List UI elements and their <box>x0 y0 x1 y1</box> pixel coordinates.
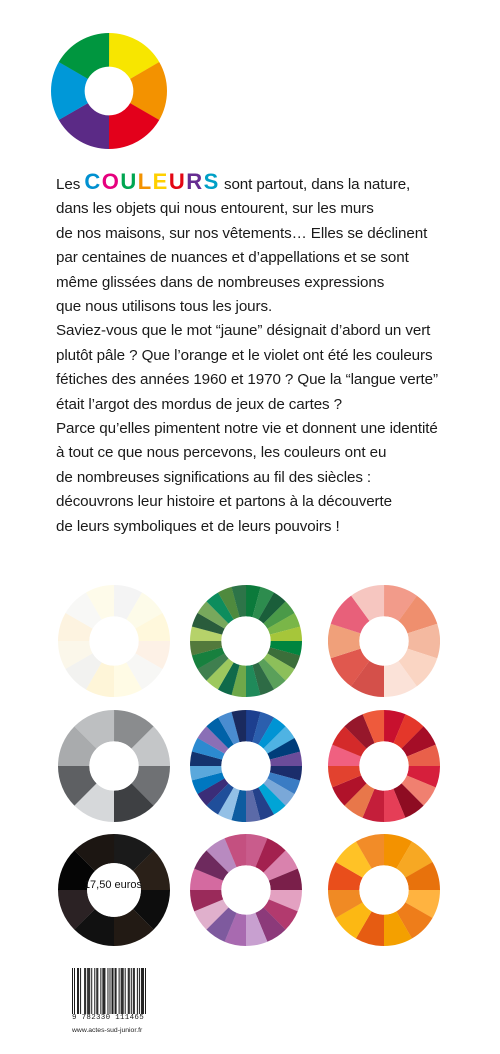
violet-wheel <box>190 834 302 946</box>
intro-text <box>56 170 476 539</box>
couleurs-letter: C <box>84 169 102 194</box>
intro-line: Saviez-vous que le mot “jaune” désignait d’abord un vert <box>56 322 431 340</box>
barcode-bar <box>131 968 132 1014</box>
publisher-website: www.actes-sud-junior.fr <box>72 1027 143 1034</box>
barcode-bar <box>107 968 108 1014</box>
couleurs-letter: R <box>186 169 204 194</box>
red-wheel <box>328 710 440 822</box>
barcode-bar <box>103 968 104 1014</box>
pink-wheel <box>328 585 440 697</box>
couleurs-letter: U <box>168 169 187 194</box>
barcode-bar <box>87 968 88 1014</box>
barcode-bar <box>88 968 89 1014</box>
intro-line: était l’argot des mordus de jeux de cartes ? <box>56 395 343 413</box>
intro-line: dans les objets qui nous entourent, sur les murs <box>56 200 374 218</box>
barcode-bar <box>116 968 117 1014</box>
barcode-bar <box>115 968 116 1014</box>
green-wheel <box>190 585 302 697</box>
blue-wheel <box>190 710 302 822</box>
barcode-bar <box>77 968 78 1014</box>
barcode-bar <box>102 968 103 1014</box>
barcode-bar <box>89 968 90 1014</box>
barcode-bar <box>100 968 101 1014</box>
barcode-bar <box>128 968 129 1014</box>
barcode-bar <box>104 968 105 1014</box>
barcode-bar <box>110 968 111 1014</box>
intro-line: de nos maisons, sur nos vêtements… Elles se déclinent <box>56 224 428 242</box>
intro-line: à tout ce que nous percevons, les couleurs ont eu <box>56 444 387 462</box>
barcode-bar <box>133 968 134 1014</box>
hero-color-wheel <box>51 33 167 149</box>
intro-line: Parce qu’elles pimentent notre vie et donnent une identité <box>56 420 438 438</box>
couleurs-title-word <box>84 169 220 194</box>
intro-line: plutôt pâle ? Que l’orange et le violet ont été les couleurs <box>56 346 433 364</box>
couleurs-letter: E <box>152 169 169 194</box>
barcode-bar <box>78 968 79 1014</box>
intro-line-first: Les COULEURS sont partout, dans la nature, <box>56 169 411 194</box>
intro-line: par centaines de nuances et d’appellations et se sont <box>56 249 409 267</box>
barcode-bar <box>97 968 98 1014</box>
barcode-bar <box>80 968 81 1014</box>
barcode-bar <box>121 968 122 1014</box>
intro-line: fétiches des années 1960 et 1970 ? Que la “langue verte” <box>56 371 438 389</box>
intro-line: découvrons leur histoire et partons à la découverte <box>56 493 392 511</box>
intro-line: de nombreuses significations au fil des siècles : <box>56 468 372 486</box>
barcode-bar <box>72 968 73 1014</box>
barcode-bar <box>123 968 124 1014</box>
wheel-center <box>359 616 408 665</box>
barcode-bar <box>142 968 143 1014</box>
barcode-bar <box>137 968 138 1014</box>
barcode-bar <box>122 968 123 1014</box>
isbn-number: 9 782330 111465 <box>72 1014 145 1022</box>
barcode-bar <box>143 968 144 1014</box>
couleurs-letter: U <box>120 169 138 194</box>
intro-line: que nous utilisons tous les jours. <box>56 298 273 316</box>
wheel-center <box>221 616 270 665</box>
barcode-bar <box>94 968 95 1014</box>
barcode-bar <box>141 968 142 1014</box>
barcode-bar <box>84 968 85 1014</box>
barcode-bar <box>139 968 140 1014</box>
barcode-bar <box>145 968 146 1014</box>
barcode-bar <box>129 968 130 1014</box>
barcode-bar <box>85 968 86 1014</box>
barcode-bar <box>119 968 120 1014</box>
white-wheel <box>58 585 170 697</box>
wheel-center <box>221 741 270 790</box>
barcode-bar <box>134 968 135 1014</box>
couleurs-letter: L <box>137 169 153 194</box>
barcode-bar <box>91 968 92 1014</box>
price-label: 17,50 euros <box>83 879 143 891</box>
intro-line: même glissées dans de nombreuses expressions <box>56 273 385 291</box>
couleurs-letter: S <box>203 169 220 194</box>
barcode-bar <box>113 968 114 1014</box>
wheel-center <box>359 865 408 914</box>
grey-wheel <box>58 710 170 822</box>
barcode-bar <box>96 968 97 1014</box>
wheel-center <box>221 865 270 914</box>
barcode-bar <box>125 968 126 1014</box>
couleurs-letter: O <box>101 169 121 194</box>
wheel-center <box>89 616 138 665</box>
wheel-center <box>89 741 138 790</box>
wheel-center <box>359 741 408 790</box>
barcode-bar <box>74 968 75 1014</box>
intro-line: de leurs symboliques et de leurs pouvoirs ! <box>56 517 340 535</box>
barcode-bar <box>112 968 113 1014</box>
barcode <box>72 968 146 1014</box>
orange-wheel <box>328 834 440 946</box>
